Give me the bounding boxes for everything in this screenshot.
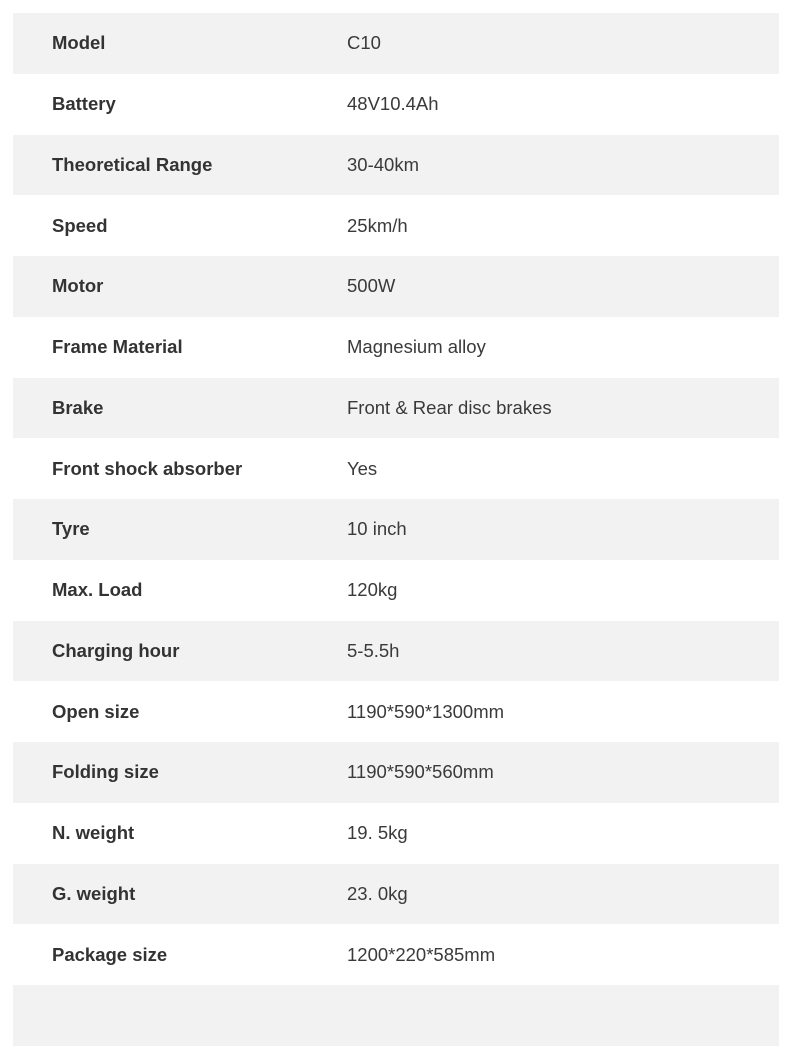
spec-label: N. weight [52, 822, 135, 844]
spec-row-gross-weight [13, 864, 779, 925]
spec-value: Front & Rear disc brakes [347, 396, 552, 418]
spec-value: 1190*590*560mm [347, 761, 494, 783]
spec-label: Motor [52, 275, 104, 297]
spec-value: 1190*590*1300mm [347, 700, 505, 722]
spec-value: 1200*220*585mm [347, 943, 496, 965]
spec-value: 10 inch [347, 518, 407, 540]
spec-row-max-load [13, 560, 779, 621]
spec-label: Speed [52, 214, 108, 236]
spec-value: 30-40km [347, 153, 419, 175]
spec-label: Open size [52, 700, 140, 722]
spec-value: 120kg [347, 579, 398, 601]
spec-row-brake [13, 378, 779, 439]
spec-label: G. weight [52, 882, 136, 904]
spec-label: Brake [52, 396, 104, 418]
spec-row-tyre [13, 499, 779, 560]
spec-label: Theoretical Range [52, 153, 213, 175]
spec-row-open-size [13, 681, 779, 742]
spec-value: Magnesium alloy [347, 336, 486, 358]
spec-value: C10 [347, 32, 381, 54]
spec-label: Folding size [52, 761, 159, 783]
spec-label: Battery [52, 93, 116, 115]
spec-row-folding-size [13, 742, 779, 803]
spec-label: Package size [52, 943, 168, 965]
spec-label: Tyre [52, 518, 90, 540]
spec-row-net-weight [13, 803, 779, 864]
spec-value: 500W [347, 275, 396, 297]
spec-value: Yes [347, 457, 378, 479]
spec-label: Model [52, 32, 106, 54]
spec-row-empty [13, 985, 779, 1046]
spec-row-front-shock-absorber [13, 438, 779, 499]
spec-row-speed [13, 195, 779, 256]
spec-label: Frame Material [52, 336, 183, 358]
spec-row-motor [13, 256, 779, 317]
spec-label: Charging hour [52, 639, 180, 661]
spec-table [13, 13, 779, 1046]
spec-row-model [13, 13, 779, 74]
spec-value: 25km/h [347, 214, 408, 236]
spec-value: 5-5.5h [347, 639, 400, 661]
spec-value: 19. 5kg [347, 822, 408, 844]
spec-value: 48V10.4Ah [347, 93, 439, 115]
spec-label: Max. Load [52, 579, 143, 601]
spec-value: 23. 0kg [347, 882, 408, 904]
spec-label: Front shock absorber [52, 457, 243, 479]
spec-row-theoretical-range [13, 135, 779, 196]
spec-row-frame-material [13, 317, 779, 378]
spec-row-package-size [13, 924, 779, 985]
spec-row-charging-hour [13, 621, 779, 682]
spec-row-battery [13, 74, 779, 135]
